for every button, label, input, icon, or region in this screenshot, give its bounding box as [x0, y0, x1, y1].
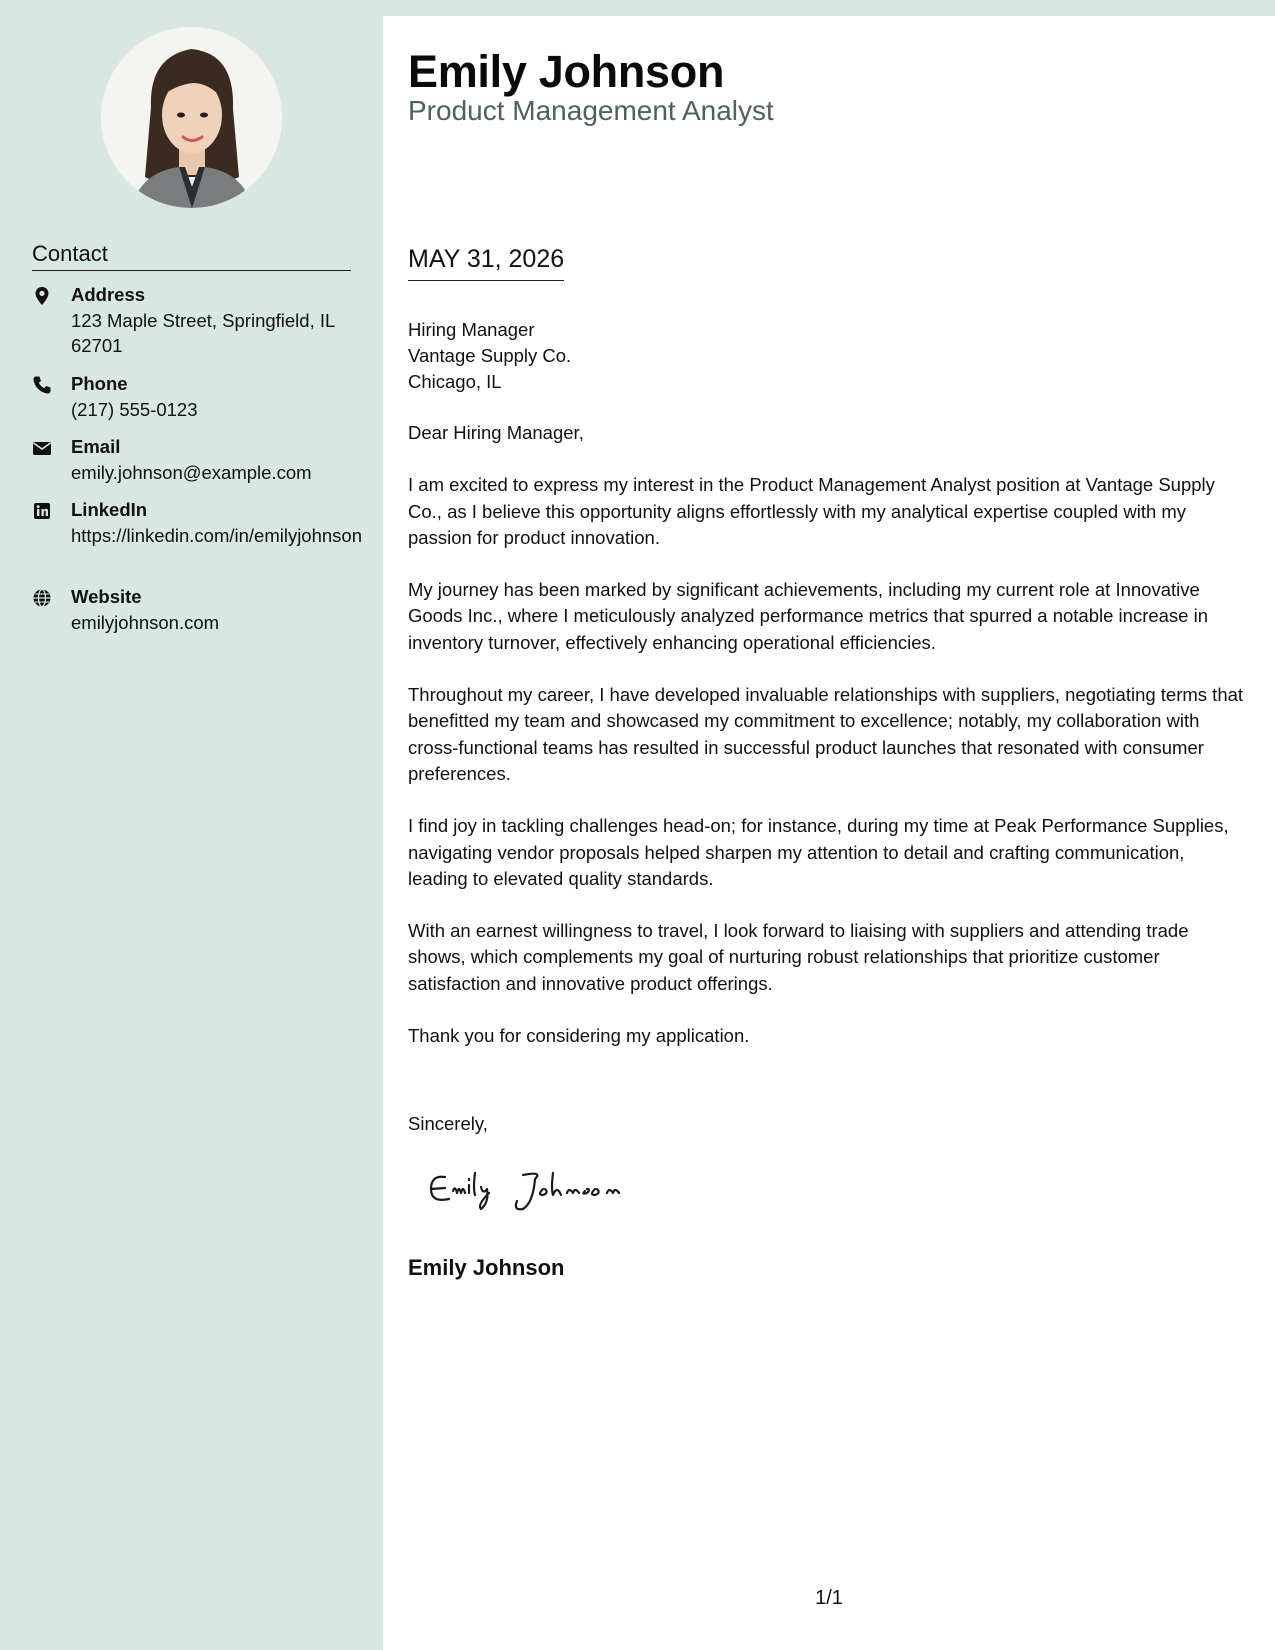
website-value[interactable]: emilyjohnson.com: [71, 612, 220, 633]
paragraph: I am excited to express my interest in the Product Management Analyst position at Vantage Supply Co., as I believe this opportunity aligns effortlessly with my analytical expertise coupled with my passion for product innovation.: [408, 474, 1215, 548]
email-value[interactable]: emily.johnson@example.com: [71, 462, 312, 483]
contact-label: Email: [71, 436, 121, 457]
letter-panel: [383, 16, 1275, 1650]
globe-icon: [32, 588, 52, 608]
email-icon: [32, 438, 52, 458]
salutation: Dear Hiring Manager,: [408, 422, 584, 443]
contact-label: LinkedIn: [71, 499, 148, 520]
applicant-title: Product Management Analyst: [408, 95, 774, 126]
letter-date: MAY 31, 2026: [408, 242, 564, 281]
contact-label: Website: [71, 586, 142, 607]
map-pin-icon: [32, 286, 52, 306]
linkedin-icon: [32, 501, 52, 521]
avatar: [101, 27, 282, 208]
signer-name: Emily Johnson: [408, 1255, 565, 1280]
page-number: 1/1: [815, 1587, 843, 1609]
phone-value: (217) 555-0123: [71, 399, 198, 420]
contact-heading: Contact: [32, 240, 351, 271]
closing: Sincerely,: [408, 1113, 488, 1134]
sidebar: [0, 0, 383, 1650]
paragraph: I find joy in tackling challenges head-on; for instance, during my time at Peak Performance Supplies, navigating vendor proposals helped sharpen my attention to detail and crafting communication, leading to elevated quality standards.: [408, 815, 1229, 889]
linkedin-value[interactable]: https://linkedin.com/in/emilyjohnson: [71, 525, 363, 546]
paragraph: My journey has been marked by significant achievements, including my current role at Innovative Goods Inc., where I meticulously analyzed performance metrics that spurred a notable increase in inventory turnover, effectively enhancing operational efficiencies.: [408, 579, 1209, 653]
recipient-line: Chicago, IL: [408, 371, 502, 392]
recipient-block: [408, 317, 571, 395]
signature-image: [423, 1159, 663, 1219]
paragraph: Thank you for considering my application.: [408, 1025, 750, 1047]
contact-label: Address: [71, 284, 146, 305]
profile-photo: [101, 27, 282, 208]
recipient-line: Vantage Supply Co.: [408, 345, 572, 366]
contact-label: Phone: [71, 373, 128, 394]
address-value: 123 Maple Street, Springfield, IL 62701: [71, 310, 335, 356]
recipient-line: Hiring Manager: [408, 319, 535, 340]
paragraph: With an earnest willingness to travel, I look forward to liaising with suppliers and attending trade shows, which complements my goal of nurturing robust relationships that prioritize customer satisfaction and innovative product offerings.: [408, 920, 1189, 994]
applicant-name: Emily Johnson: [408, 46, 725, 97]
phone-icon: [32, 375, 52, 395]
letter-body: [408, 420, 1248, 1075]
paragraph: Throughout my career, I have developed invaluable relationships with suppliers, negotiating terms that benefitted my team and showcased my commitment to excellence; notably, my collaboration with cross-functional teams has resulted in successful product launches that resonated with consumer preferences.: [408, 684, 1244, 784]
